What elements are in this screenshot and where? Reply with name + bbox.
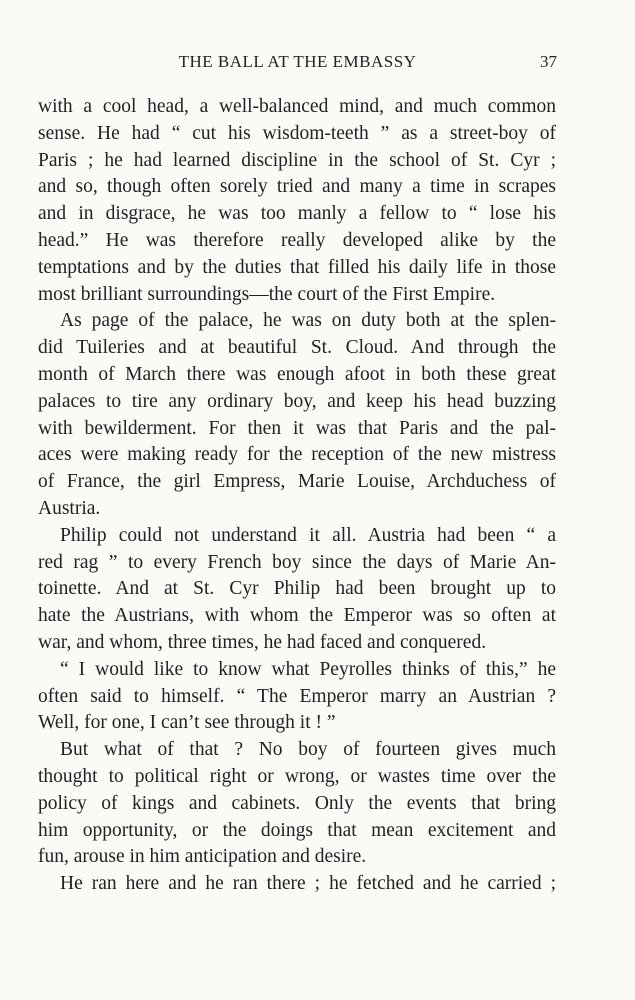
text-line: did Tuileries and at beautiful St. Cloud. And through the bbox=[38, 337, 556, 359]
text-line: Well, for one, I can’t see through it ! ” bbox=[38, 712, 336, 734]
text-line: hate the Austrians, with whom the Emperor was so often at bbox=[38, 605, 556, 627]
text-line: temptations and by the duties that filled his daily life in those bbox=[38, 256, 556, 278]
text-line: and so, though often sorely tried and many a time in scrapes bbox=[38, 176, 556, 198]
text-line: thought to political right or wrong, or wastes time over the bbox=[38, 765, 556, 787]
text-line: month of March there was enough afoot in both these great bbox=[38, 363, 556, 385]
text-line: Philip could not understand it all. Austria had been “ a bbox=[60, 524, 556, 546]
text-line: most brilliant surroundings—the court of the First Empire. bbox=[38, 283, 496, 305]
text-line: with a cool head, a well-balanced mind, and much common bbox=[38, 96, 556, 117]
text-line: red rag ” to every French boy since the days of Marie An- bbox=[38, 551, 556, 573]
text-line: fun, arouse in him anticipation and desire. bbox=[38, 846, 367, 868]
text-line: Austria. bbox=[38, 497, 101, 519]
text-line: But what of that ? No boy of fourteen gives much bbox=[60, 739, 556, 761]
text-line: and in disgrace, he was too manly a fellow to “ lose his bbox=[38, 203, 556, 225]
text-line: with bewilderment. For then it was that Paris and the pal- bbox=[38, 417, 556, 439]
text-line: As page of the palace, he was on duty both at the splen- bbox=[60, 310, 556, 332]
body-text bbox=[38, 94, 556, 898]
text-line: He ran here and he ran there ; he fetched and he carried ; bbox=[60, 873, 556, 895]
text-line: often said to himself. “ The Emperor marry an Austrian ? bbox=[38, 685, 556, 707]
text-line: policy of kings and cabinets. Only the events that bring bbox=[38, 792, 556, 814]
text-line: palaces to tire any ordinary boy, and keep his head buzzing bbox=[38, 390, 556, 412]
text-line: aces were making ready for the reception of the new mistress bbox=[38, 444, 556, 466]
text-line: war, and whom, three times, he had faced and conquered. bbox=[38, 631, 487, 653]
running-title: THE BALL AT THE EMBASSY bbox=[178, 52, 417, 71]
page-number: 37 bbox=[540, 52, 557, 71]
text-line: Paris ; he had learned discipline in the school of St. Cyr ; bbox=[38, 149, 556, 171]
text-line: sense. He had “ cut his wisdom-teeth ” as a street-boy of bbox=[38, 122, 556, 144]
text-line: him opportunity, or the doings that mean excitement and bbox=[38, 819, 556, 841]
text-line: of France, the girl Empress, Marie Louise, Archduchess of bbox=[38, 471, 556, 493]
text-line: head.” He was therefore really developed alike by the bbox=[38, 229, 556, 251]
text-line: “ I would like to know what Peyrolles thinks of this,” he bbox=[60, 658, 556, 680]
page-header bbox=[38, 52, 557, 76]
text-line: toinette. And at St. Cyr Philip had been brought up to bbox=[38, 578, 556, 600]
